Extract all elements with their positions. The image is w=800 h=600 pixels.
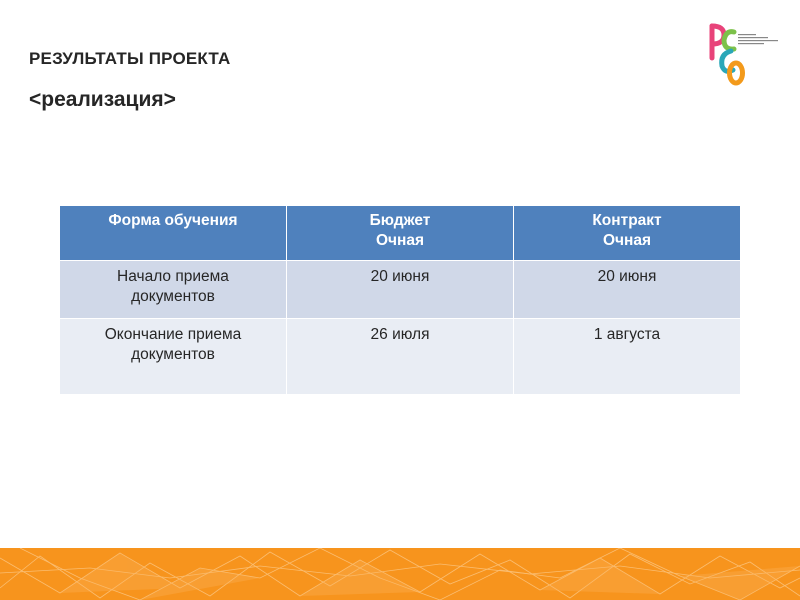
slide-subtitle: <реализация> bbox=[29, 88, 176, 111]
row-label-line1: Окончание приема bbox=[104, 326, 242, 343]
budget-cell: 20 июня bbox=[287, 261, 514, 319]
row-label-line2: документов bbox=[131, 288, 215, 305]
slide-title: РЕЗУЛЬТАТЫ ПРОЕКТА bbox=[29, 49, 231, 68]
header-contract-label: Контракт bbox=[592, 212, 662, 229]
header-cell-contract bbox=[514, 206, 741, 261]
footer-pattern-band bbox=[0, 548, 800, 600]
row-label-line1: Начало приема bbox=[117, 268, 229, 285]
header-budget-label: Бюджет bbox=[369, 212, 431, 229]
header-cell-form bbox=[60, 206, 287, 261]
rsso-logo-icon bbox=[700, 18, 790, 88]
table-row bbox=[60, 261, 741, 319]
table-header-row bbox=[60, 206, 741, 261]
contract-cell: 1 августа bbox=[514, 319, 741, 395]
results-table bbox=[59, 205, 741, 395]
header-contract-sublabel: Очная bbox=[602, 232, 652, 249]
contract-cell: 20 июня bbox=[514, 261, 741, 319]
row-label-cell bbox=[60, 319, 287, 395]
row-label-line2: документов bbox=[131, 346, 215, 363]
header-budget-sublabel: Очная bbox=[375, 232, 425, 249]
table-row bbox=[60, 319, 741, 395]
header-form-label: Форма обучения bbox=[108, 212, 238, 229]
budget-cell: 26 июля bbox=[287, 319, 514, 395]
header-cell-budget bbox=[287, 206, 514, 261]
row-label-cell bbox=[60, 261, 287, 319]
logo-caption bbox=[738, 33, 784, 48]
